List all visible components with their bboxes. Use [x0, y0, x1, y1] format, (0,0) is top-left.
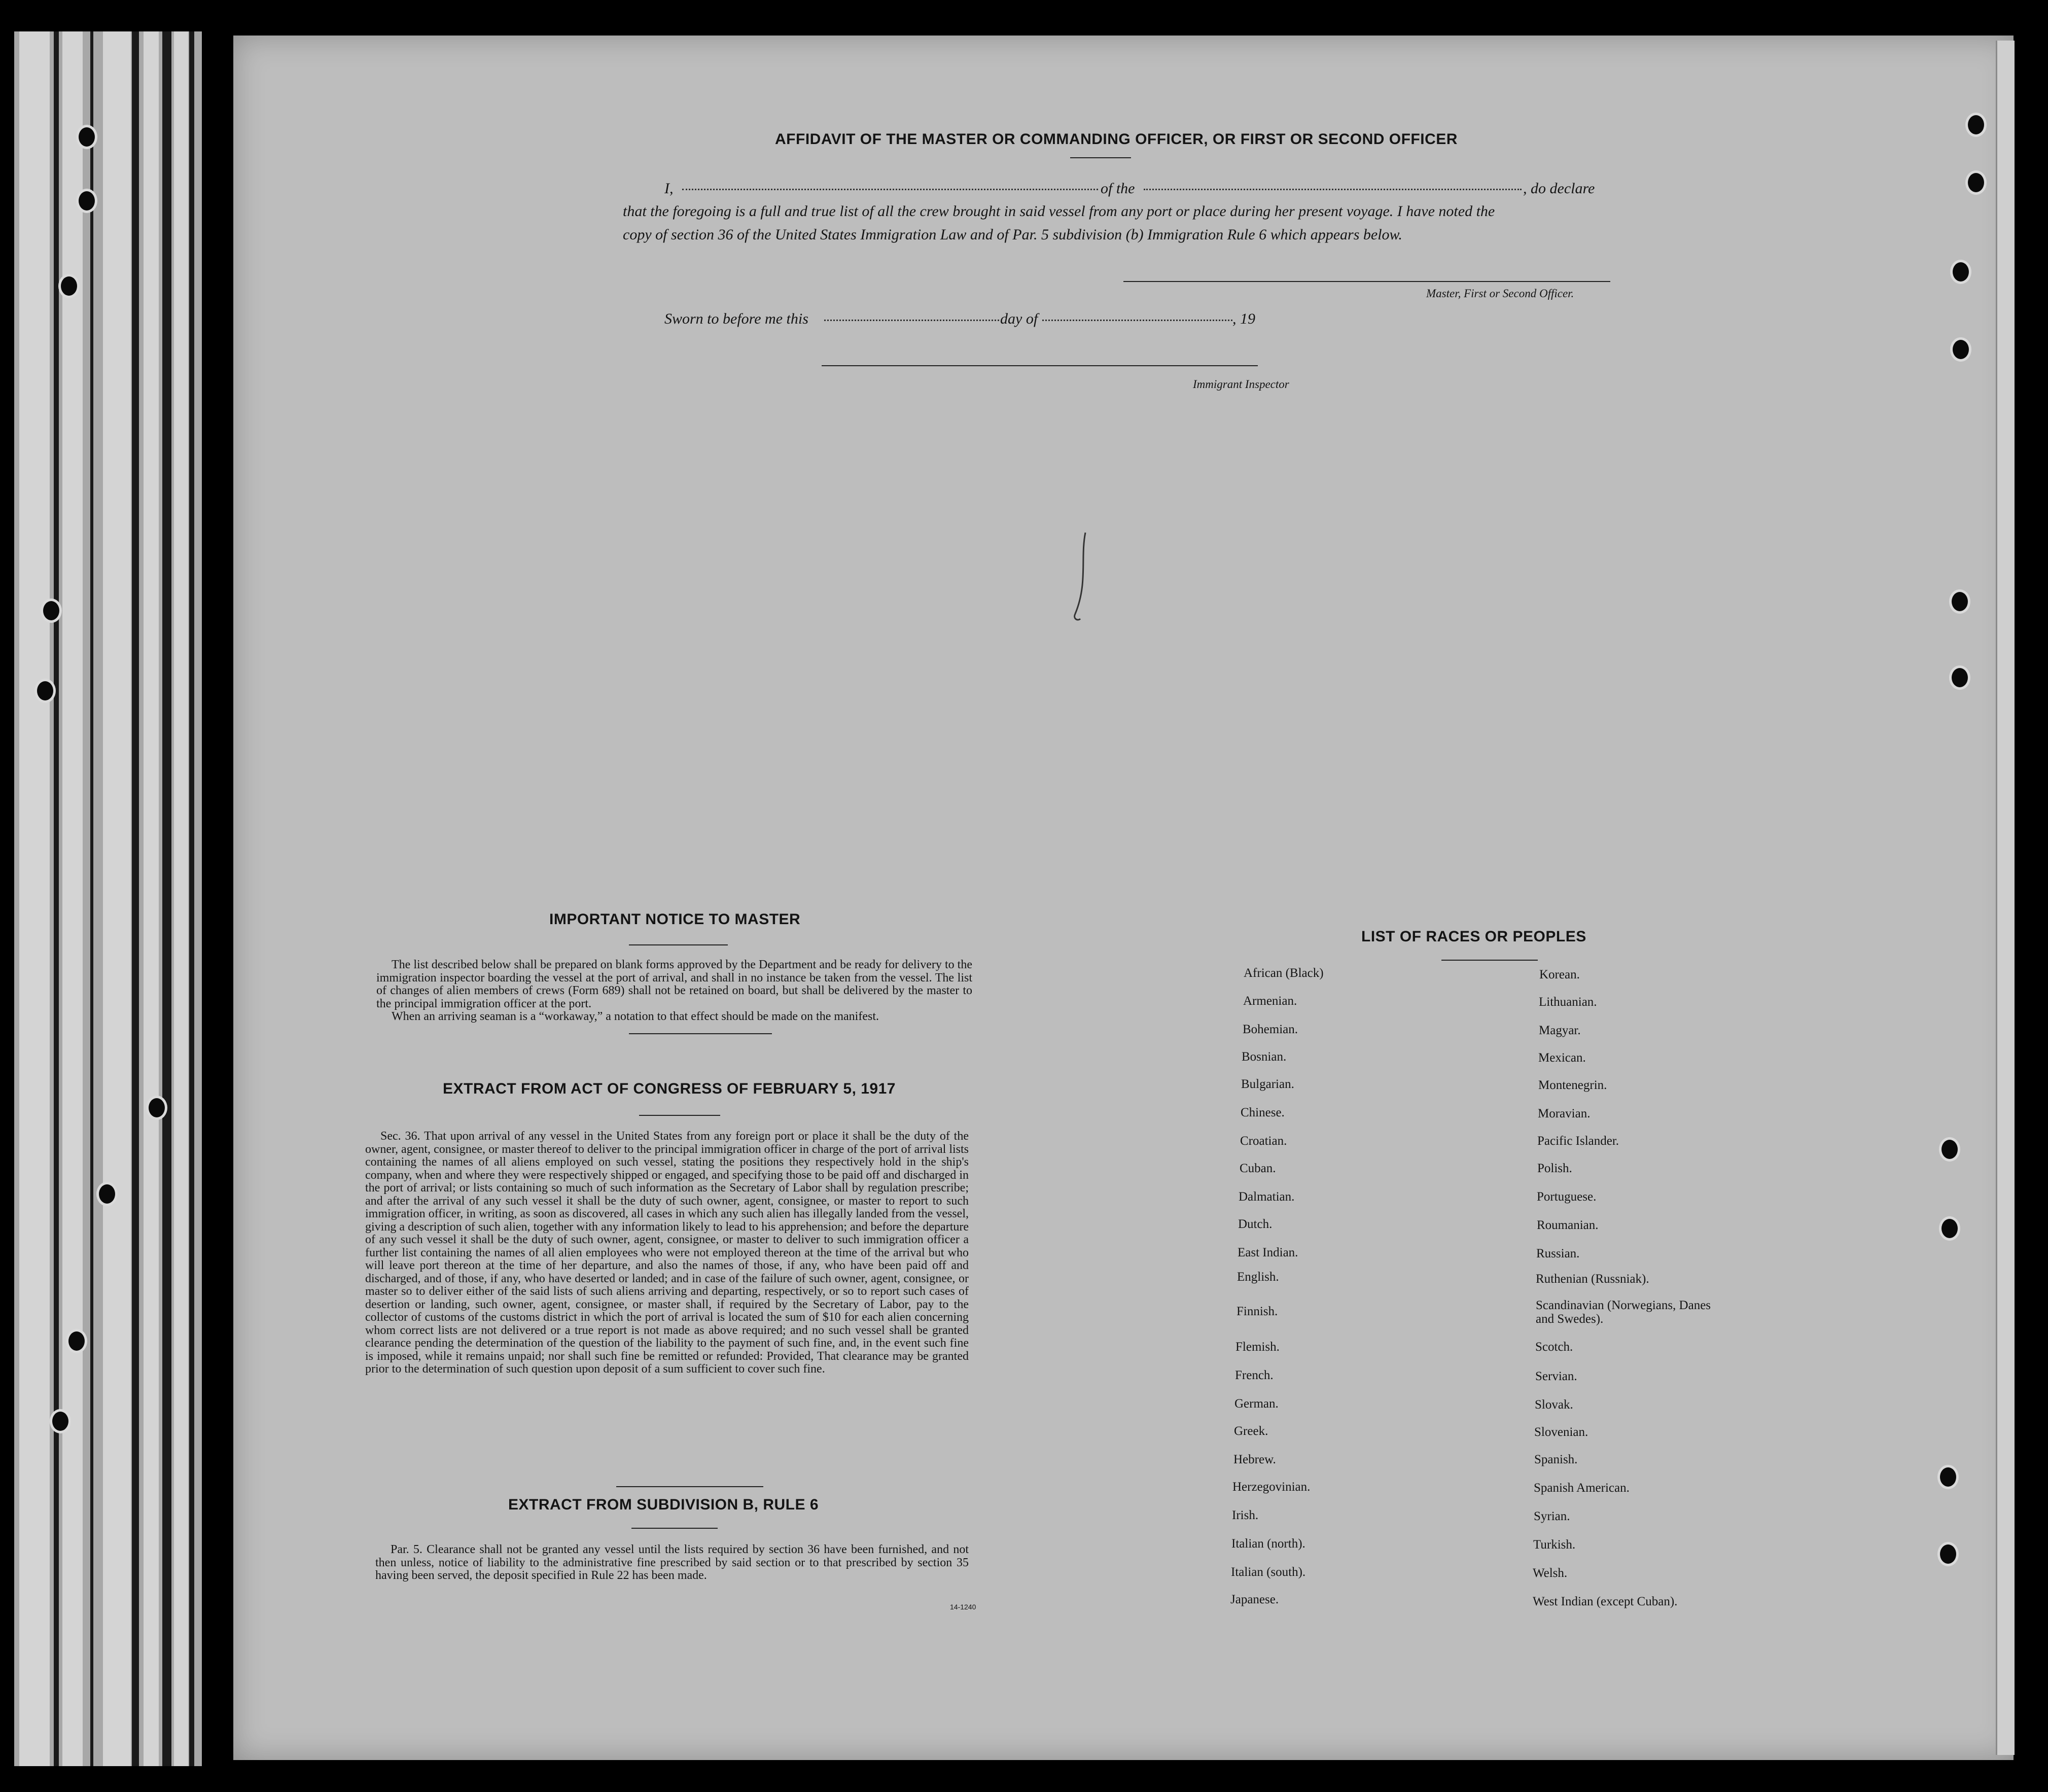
- inspector-signature-line[interactable]: [822, 365, 1258, 366]
- race-item: Korean.: [1539, 968, 1580, 981]
- punch-hole: [66, 1329, 87, 1353]
- rule-extract-body: [375, 1543, 969, 1583]
- race-item: Spanish.: [1534, 1453, 1578, 1466]
- punch-hole: [1950, 337, 1971, 362]
- punch-hole: [96, 1182, 118, 1206]
- punch-hole: [58, 274, 80, 298]
- punch-hole: [76, 189, 97, 213]
- divider: [616, 1486, 763, 1487]
- race-item: Italian (north).: [1231, 1537, 1305, 1551]
- race-item: Polish.: [1537, 1162, 1572, 1175]
- punch-hole: [1937, 1542, 1959, 1566]
- race-item: West Indian (except Cuban).: [1533, 1595, 1678, 1608]
- race-item: Finnish.: [1237, 1305, 1278, 1318]
- punch-hole: [1937, 1465, 1959, 1489]
- punch-hole: [1965, 113, 1987, 137]
- race-item: English.: [1237, 1270, 1279, 1284]
- race-item: German.: [1234, 1397, 1279, 1411]
- race-item: Dutch.: [1238, 1217, 1273, 1231]
- declarant-name-field[interactable]: [682, 189, 1098, 190]
- race-item: Welsh.: [1533, 1566, 1568, 1580]
- race-item: French.: [1235, 1368, 1274, 1382]
- race-item: Roumanian.: [1537, 1218, 1599, 1232]
- divider: [1441, 960, 1538, 961]
- declarant-label: I,: [664, 180, 674, 197]
- manifest-page: [233, 36, 2014, 1760]
- form-number: 14-1240: [950, 1603, 976, 1611]
- punch-hole: [1939, 1216, 1960, 1241]
- race-item: Magyar.: [1539, 1024, 1581, 1037]
- notice-paragraph-1: The list described below shall be prepared on blank forms approved by the Department and be ready for delivery to the immigration inspector boarding the vessel at the port of arrival, and shall in no instance be taken from the vessel. The list of changes of alien members of crews (Form 689) shall not be retained on board, but shall be delivered by the master to the principal immigration officer at the port.: [376, 958, 972, 1010]
- race-item: Herzegovinian.: [1232, 1480, 1311, 1494]
- act-extract-body: [365, 1130, 969, 1376]
- race-item: Cuban.: [1240, 1162, 1276, 1175]
- divider: [629, 944, 728, 945]
- race-item: Bosnian.: [1242, 1050, 1287, 1064]
- notice-title: IMPORTANT NOTICE TO MASTER: [549, 911, 801, 928]
- race-item: Moravian.: [1538, 1107, 1591, 1120]
- race-item: Chinese.: [1241, 1106, 1285, 1119]
- divider: [1070, 157, 1131, 158]
- race-item: Croatian.: [1240, 1134, 1287, 1148]
- notice-paragraph-2: When an arriving seaman is a “workaway,” a notation to that effect should be made on the manifest.: [392, 1010, 879, 1023]
- divider: [629, 1033, 772, 1034]
- punch-hole: [50, 1409, 71, 1433]
- punch-hole: [1949, 665, 1970, 690]
- inspector-signature-label: Immigrant Inspector: [1193, 378, 1289, 391]
- race-item: Slovak.: [1535, 1398, 1573, 1412]
- affidavit-line-2: that the foregoing is a full and true list of all the crew brought in said vessel from any port or place during her present voyage. I have noted the: [623, 203, 1495, 220]
- punch-hole: [146, 1096, 167, 1120]
- sworn-day-field[interactable]: [824, 320, 999, 321]
- punch-hole: [1965, 170, 1987, 195]
- race-item: Hebrew.: [1233, 1453, 1276, 1466]
- race-item: Mexican.: [1538, 1051, 1586, 1065]
- race-item: Russian.: [1536, 1247, 1580, 1260]
- sworn-month-field[interactable]: [1042, 320, 1232, 321]
- paragraph-5-text: Par. 5. Clearance shall not be granted any vessel until the lists required by section 36 have been furnished, and not then unless, notice of liability to the administrative fine prescribed by said section or to that prescribed by section 35 having been served, the deposit specified in Rule 22 has been made.: [375, 1543, 969, 1582]
- race-item: Armenian.: [1243, 994, 1297, 1008]
- section-36-text: Sec. 36. That upon arrival of any vessel in the United States from any foreign port or place it shall be the duty of the owner, agent, consignee, or master thereof to deliver to the principal immigration officer in charge of the port of arrival lists containing the names of all aliens employed on such vessel, stating the positions they respectively hold in the ship's company, when and where they were respectively shipped or engaged, and specifying those to be paid off and discharged in the port of arrival; or lists containing so much of such information as the Secretary of Labor shall by regulation prescribe; and after the arrival of any such vessel it shall be the duty of such owner, agent, consignee, or master to report to such immigration officer, in writing, as soon as discovered, all cases in which any such alien has illegally landed from the vessel, giving a description of such alien, together with any information likely to lead to his apprehension; and before the departure of any such vessel it shall be the duty of such owner, agent, consignee, or master to deliver to such immigration officer a further list containing the names of all alien employees who were not employed thereon at the time of the arrival but who will leave port thereon at the time of her departure, and also the names of those, if any, who have been paid off and discharged, and of those, if any, who have deserted or landed; and in case of the failure of such owner, agent, consignee, or master so to deliver either of the said lists of such aliens arriving and departing, respectively, or so to report such cases of desertion or landing, such owner, agent, consignee, or master shall, if required by the Secretary of Labor, pay to the collector of customs of the customs district in which the port of arrival is located the sum of $10 for each alien concerning whom correct lists are not delivered or a true report is not made as above required; and no such vessel shall be granted clearance pending the determination of the question of the liability to the payment of such fine, and, in the event such fine is imposed, while it remains unpaid; nor shall such fine be remitted or refunded: Provided, That clearance may be granted prior to the determination of such question upon deposit of a sum sufficient to cover such fine.: [365, 1130, 969, 1376]
- punch-hole: [34, 679, 56, 703]
- race-item: Slovenian.: [1534, 1425, 1588, 1439]
- race-item: Portuguese.: [1537, 1190, 1597, 1204]
- divider: [631, 1528, 718, 1529]
- race-item: Bohemian.: [1243, 1023, 1298, 1036]
- race-item: Japanese.: [1230, 1593, 1279, 1606]
- race-item: Pacific Islander.: [1537, 1134, 1619, 1148]
- rule-extract-title: EXTRACT FROM SUBDIVISION B, RULE 6: [508, 1496, 819, 1513]
- sheet-edge: [1996, 41, 2015, 1755]
- race-item: Irish.: [1232, 1508, 1259, 1522]
- punch-hole: [1939, 1137, 1960, 1162]
- pencil-mark: [1065, 528, 1096, 629]
- master-signature-line[interactable]: [1123, 281, 1610, 282]
- notice-body: [376, 959, 972, 1024]
- race-item: Montenegrin.: [1538, 1078, 1607, 1092]
- race-item: Syrian.: [1534, 1509, 1570, 1523]
- race-item: Turkish.: [1533, 1538, 1576, 1552]
- race-item: Scandinavian (Norwegians, Danes and Swedes).: [1536, 1298, 1711, 1326]
- act-extract-title: EXTRACT FROM ACT OF CONGRESS OF FEBRUARY 5, 1917: [443, 1080, 896, 1097]
- race-item: Greek.: [1234, 1424, 1268, 1438]
- sworn-day-of-label: day of: [1000, 310, 1038, 327]
- affidavit-line-3: copy of section 36 of the United States Immigration Law and of Par. 5 subdivision (b) Immigration Rule 6 which appears below.: [623, 226, 1402, 243]
- race-item: African (Black): [1244, 966, 1324, 980]
- master-signature-label: Master, First or Second Officer.: [1426, 287, 1574, 300]
- punch-hole: [76, 125, 97, 149]
- race-item: Dalmatian.: [1239, 1190, 1295, 1204]
- race-item: Lithuanian.: [1539, 995, 1597, 1009]
- races-title: LIST OF RACES OR PEOPLES: [1361, 928, 1586, 945]
- race-item: East Indian.: [1238, 1246, 1298, 1259]
- divider: [639, 1115, 720, 1116]
- punch-hole: [41, 599, 62, 623]
- vessel-name-field[interactable]: [1144, 189, 1522, 190]
- race-item: Ruthenian (Russniak).: [1536, 1272, 1649, 1286]
- sworn-label: Sworn to before me this: [664, 310, 808, 327]
- punch-hole: [1950, 260, 1971, 284]
- affidavit-title: AFFIDAVIT OF THE MASTER OR COMMANDING OFFICER, OR FIRST OR SECOND OFFICER: [775, 131, 1458, 148]
- vessel-label: of the: [1101, 180, 1135, 197]
- race-item: Bulgarian.: [1241, 1077, 1294, 1091]
- sworn-year-label: , 19: [1232, 310, 1255, 327]
- race-item: Spanish American.: [1534, 1481, 1630, 1495]
- declare-text: , do declare: [1523, 180, 1595, 197]
- punch-hole: [1949, 589, 1970, 614]
- race-item: Flemish.: [1235, 1340, 1280, 1354]
- race-item: Scotch.: [1535, 1340, 1573, 1354]
- binder-strip: [14, 31, 202, 1766]
- race-item: Servian.: [1535, 1369, 1577, 1383]
- race-item: Italian (south).: [1231, 1565, 1306, 1579]
